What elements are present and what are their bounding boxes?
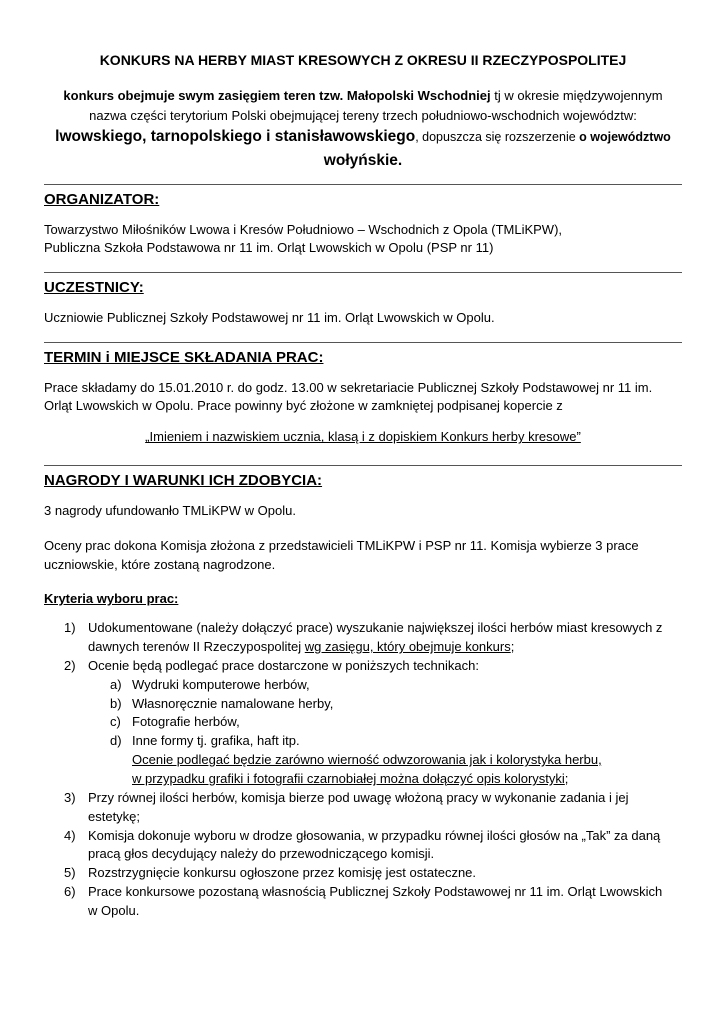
termin-section bbox=[44, 342, 682, 447]
sublist-item: a) Wydruki komputerowe herbów, bbox=[110, 676, 310, 692]
intro-paragraph bbox=[44, 86, 682, 172]
sublist-item: b) Własnoręcznie namalowane herby, bbox=[110, 695, 334, 711]
sublist-item: c) Fotografie herbów, bbox=[110, 714, 240, 730]
envelope-label-text: „Imieniem i nazwiskiem ucznia, klasą i z dopiskiem Konkurs herby kresowe” bbox=[145, 429, 581, 445]
intro-line-2: nazwa części terytorium Polski obejmującej tereny trzech południowo-wschodnich województw: bbox=[89, 107, 637, 123]
nagrody-p1: 3 nagrody ufundowanło TMLiKPW w Opolu. bbox=[44, 502, 296, 518]
intro-line-3: lwowskiego, tarnopolskiego i stanisławowskiego, dopuszcza się rozszerzenie o województwo bbox=[55, 128, 671, 146]
list-item: 3) Przy równej ilości herbów, komisja bierze pod uwagę włożoną pracy w wykonanie zadania i jej estetykę; bbox=[64, 789, 629, 824]
uczestnicy-line-1: Uczniowie Publicznej Szkoły Podstawowej nr 11 im. Orląt Lwowskich w Opolu. bbox=[44, 309, 495, 325]
intro-line-1: konkurs obejmuje swym zasięgiem teren tzw. Małopolski Wschodniej tj w okresie międzywojennym bbox=[63, 88, 663, 104]
uczestnicy-section bbox=[44, 272, 682, 328]
list-item: 6) Prace konkursowe pozostaną własnością Publicznej Szkoły Podstawowej nr 11 im. Orląt Lwowskich w Opolu. bbox=[64, 884, 663, 918]
organizator-line-1: Towarzystwo Miłośników Lwowa i Kresów Południowo – Wschodnich z Opola (TMLiKPW), bbox=[44, 221, 563, 237]
nagrody-section bbox=[44, 465, 682, 921]
nagrody-p2-line-2: uczniowskie, które zostaną nagrodzone. bbox=[44, 556, 276, 572]
organizator-line-2: Publiczna Szkoła Podstawowa nr 11 im. Orląt Lwowskich w Opolu (PSP nr 11) bbox=[44, 240, 494, 256]
document-title: KONKURS NA HERBY MIAST KRESOWYCH Z OKRESU II RZECZYPOSPOLITEJ bbox=[99, 52, 627, 68]
criteria-heading: Kryteria wyboru prac: bbox=[44, 591, 179, 607]
technique-sublist bbox=[88, 676, 682, 751]
document-page bbox=[44, 0, 682, 921]
intro-line-4: wołyńskie. bbox=[323, 151, 403, 169]
list-item: 1) Udokumentowane (należy dołączyć prace) wyszukanie największej ilości herbów miast kresowych z dawnych terenów II Rzeczypospolitej wg zasięgu, który obejmuje konkurs; bbox=[64, 620, 663, 655]
nagrody-heading: NAGRODY I WARUNKI ICH ZDOBYCIA: bbox=[44, 472, 323, 490]
list-item: 5) Rozstrzygnięcie konkursu ogłoszone przez komisję jest ostateczne. bbox=[64, 865, 477, 881]
nagrody-p2-line-1: Oceny prac dokona Komisja złożona z przedstawicieli TMLiKPW i PSP nr 11. Komisja wybierze 3 prace bbox=[44, 537, 639, 553]
termin-heading: TERMIN i MIEJSCE SKŁADANIA PRAC: bbox=[44, 348, 324, 366]
uczestnicy-heading: UCZESTNICY: bbox=[44, 279, 144, 297]
evaluation-note-2: w przypadku grafiki i fotografii czarnobiałej można dołączyć opis kolorystyki; bbox=[132, 770, 569, 786]
list-item: 2) Ocenie będą podlegać prace dostarczone w poniższych technikach: a) Wydruki komputerowe herbów, b) Własnoręcznie namalowane herby, c) Fotografie herbów, d) Inne formy tj. grafika, haft itp. Ocenie podlegać będzie zarówno wierność odwzorowania jak i kolorystyka herbu, w przypadku grafiki i fotografii czarnobiałej można dołączyć opis kolorystyki; bbox=[44, 657, 682, 789]
list-item: 4) Komisja dokonuje wyboru w drodze głosowania, w przypadku równej ilości głosów na „Tak” za daną pracą głos decydujący należy do przewodniczącego komisji. bbox=[64, 827, 661, 862]
termin-line-1: Prace składamy do 15.01.2010 r. do godz. 13.00 w sekretariacie Publicznej Szkoły Podstawowej nr 11 im. bbox=[44, 379, 653, 395]
termin-line-2: Orląt Lwowskich w Opolu. Prace powinny być złożone w zamkniętej podpisanej kopercie z bbox=[44, 398, 563, 414]
organizator-heading: ORGANIZATOR: bbox=[44, 190, 160, 208]
sublist-item: d) Inne formy tj. grafika, haft itp. bbox=[110, 733, 300, 749]
organizator-section bbox=[44, 184, 682, 258]
evaluation-note-1: Ocenie podlegać będzie zarówno wierność odwzorowania jak i kolorystyka herbu, bbox=[132, 752, 602, 768]
criteria-list bbox=[44, 619, 682, 921]
